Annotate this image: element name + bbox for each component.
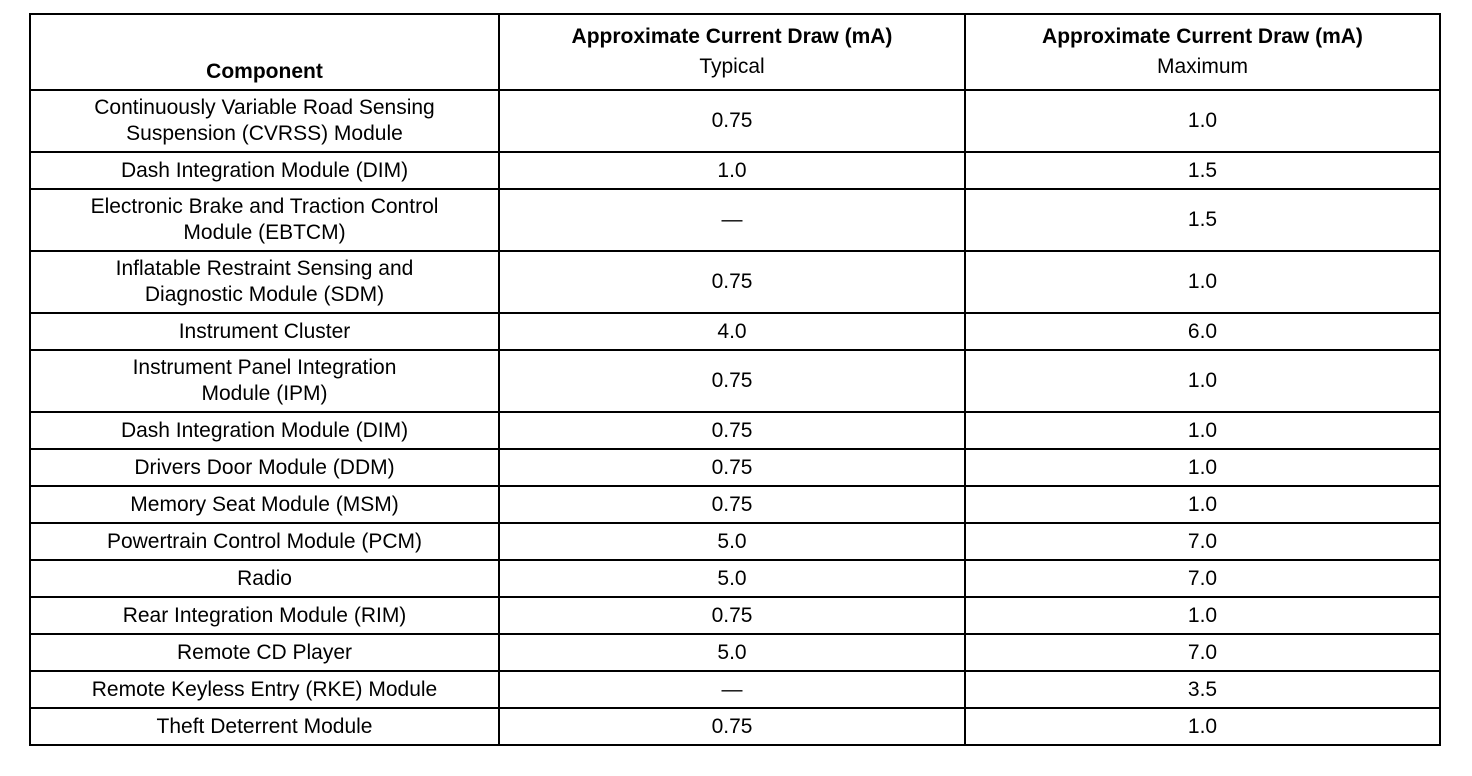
table-row — [30, 560, 1440, 597]
header-row — [30, 14, 1440, 90]
table-row — [30, 671, 1440, 708]
typical-cell: 4.0 — [499, 313, 965, 350]
component-cell: Memory Seat Module (MSM) — [30, 486, 499, 523]
maximum-cell: 1.0 — [965, 90, 1440, 152]
typical-cell: 1.0 — [499, 152, 965, 189]
maximum-cell: 1.0 — [965, 708, 1440, 745]
component-line2: Module (IPM) — [201, 382, 328, 405]
component-cell: Remote CD Player — [30, 634, 499, 671]
typical-cell: 5.0 — [499, 560, 965, 597]
component-cell — [30, 189, 499, 251]
typical-cell: 0.75 — [499, 350, 965, 412]
typical-cell: 0.75 — [499, 412, 965, 449]
typical-cell: 0.75 — [499, 251, 965, 313]
maximum-cell: 6.0 — [965, 313, 1440, 350]
component-cell: Radio — [30, 560, 499, 597]
component-line1: Instrument Panel Integration — [132, 356, 397, 379]
table-row — [30, 313, 1440, 350]
typical-cell: 0.75 — [499, 90, 965, 152]
table-row — [30, 486, 1440, 523]
header-typical-sub: Typical — [699, 55, 765, 78]
typical-cell: — — [499, 189, 965, 251]
table-row — [30, 251, 1440, 313]
table-body — [30, 90, 1440, 745]
maximum-cell: 1.0 — [965, 350, 1440, 412]
table-row — [30, 597, 1440, 634]
header-maximum-title: Approximate Current Draw (mA) — [1042, 25, 1363, 48]
component-cell — [30, 90, 499, 152]
component-cell: Dash Integration Module (DIM) — [30, 412, 499, 449]
maximum-cell: 7.0 — [965, 523, 1440, 560]
component-line2: Diagnostic Module (SDM) — [144, 283, 385, 306]
table-row — [30, 449, 1440, 486]
component-cell: Instrument Cluster — [30, 313, 499, 350]
maximum-cell: 7.0 — [965, 560, 1440, 597]
component-cell — [30, 350, 499, 412]
table-row — [30, 350, 1440, 412]
maximum-cell: 1.0 — [965, 486, 1440, 523]
component-cell: Drivers Door Module (DDM) — [30, 449, 499, 486]
component-line2: Suspension (CVRSS) Module — [126, 122, 403, 145]
typical-cell: 0.75 — [499, 597, 965, 634]
header-component: Component — [30, 14, 499, 90]
component-cell: Powertrain Control Module (PCM) — [30, 523, 499, 560]
component-cell: Rear Integration Module (RIM) — [30, 597, 499, 634]
table-row — [30, 523, 1440, 560]
component-line2: Module (EBTCM) — [183, 221, 346, 244]
component-cell: Theft Deterrent Module — [30, 708, 499, 745]
typical-cell: 5.0 — [499, 523, 965, 560]
maximum-cell: 1.5 — [965, 189, 1440, 251]
typical-cell: 5.0 — [499, 634, 965, 671]
maximum-cell: 1.0 — [965, 597, 1440, 634]
component-cell: Dash Integration Module (DIM) — [30, 152, 499, 189]
current-draw-table — [29, 13, 1441, 746]
header-typical-title: Approximate Current Draw (mA) — [571, 25, 893, 48]
maximum-cell: 7.0 — [965, 634, 1440, 671]
maximum-cell: 1.5 — [965, 152, 1440, 189]
table-row — [30, 708, 1440, 745]
typical-cell: 0.75 — [499, 486, 965, 523]
table-row — [30, 189, 1440, 251]
table-row — [30, 634, 1440, 671]
header-maximum — [965, 14, 1440, 90]
component-line1: Electronic Brake and Traction Control — [90, 195, 439, 218]
typical-cell: 0.75 — [499, 708, 965, 745]
maximum-cell: 1.0 — [965, 251, 1440, 313]
component-cell: Remote Keyless Entry (RKE) Module — [30, 671, 499, 708]
typical-cell: 0.75 — [499, 449, 965, 486]
table-row — [30, 90, 1440, 152]
header-typical — [499, 14, 965, 90]
maximum-cell: 3.5 — [965, 671, 1440, 708]
typical-cell: — — [499, 671, 965, 708]
component-cell — [30, 251, 499, 313]
header-maximum-sub: Maximum — [1156, 55, 1248, 78]
table-row — [30, 412, 1440, 449]
maximum-cell: 1.0 — [965, 449, 1440, 486]
component-line1: Inflatable Restraint Sensing and — [115, 257, 414, 280]
component-line1: Continuously Variable Road Sensing — [94, 96, 435, 119]
maximum-cell: 1.0 — [965, 412, 1440, 449]
table-row — [30, 152, 1440, 189]
